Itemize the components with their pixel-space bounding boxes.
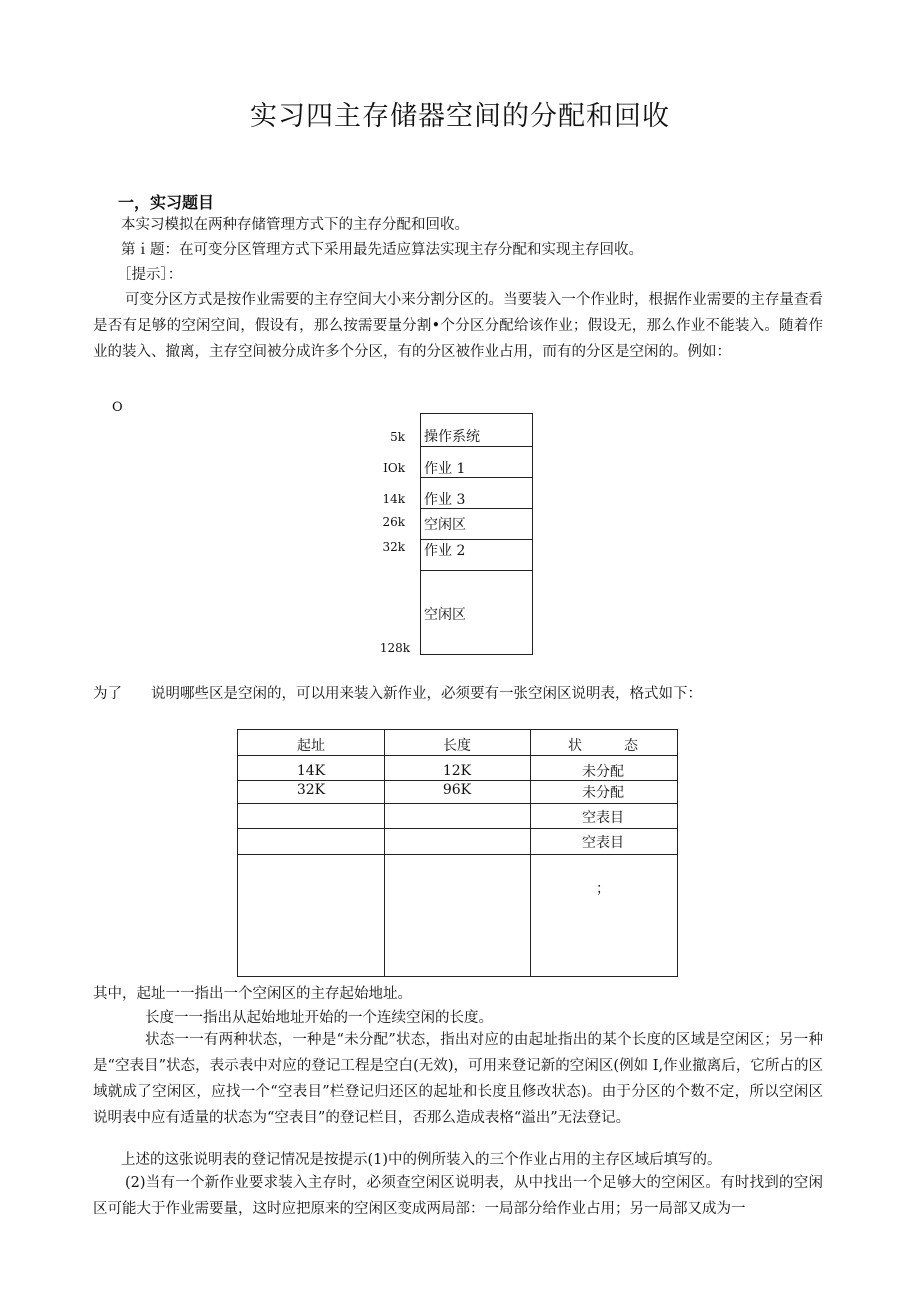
intro-line: 本实习模拟在两种存储管理方式下的主存分配和回收。: [121, 217, 469, 233]
status-paragraph: 状态一一有两种状态，一种是“未分配”状态，指出对应的由起址指出的某个长度的区域是空闲区；另一种是“空表目”状态，表示表中对应的登记工程是空白(无效)，可用来登记新的空闲区(例如 I,作业撤离后，它所占的区域就成了空闲区，应找一个“空表目”栏登记归还区的起址和长度且修改状态)。由于分区的个数不定，所以空闲区说明表中应有适量的状态为“空表目”的登记栏目，否那么造成表格“溢出”无法登记。: [93, 1032, 823, 1126]
memory-block: 空闲区: [424, 517, 466, 533]
memory-block: 作业 3: [424, 492, 466, 508]
diagram-origin-label: O: [112, 400, 123, 415]
memory-diagram: [420, 413, 533, 655]
table-header: 长度: [443, 738, 471, 754]
table-cell: 14K: [296, 763, 326, 779]
address-label: IOk: [383, 461, 405, 475]
table-cell: 未分配: [582, 785, 624, 801]
task-line: 第ｉ题：在可变分区管理方式下采用最先适应算法实现主存分配和实现主存回收。: [121, 242, 643, 258]
hint-label: ［提示］：: [117, 267, 183, 283]
hint-paragraph: 可变分区方式是按作业需要的主存空间大小来分割分区的。当要装入一个作业时，根据作业需要的主存量查看是否有足够的空闲空间，假设有，那么按需要量分割•个分区分配给该作业；假设无，那么作业不能装入。随着作业的装入、撤离，主存空间被分成许多个分区，有的分区被作业占用，而有的分区是空闲的。例如：: [93, 292, 823, 360]
address-label: 128k: [379, 641, 410, 655]
table-continuation-mark: ；: [596, 881, 610, 897]
address-label: 14k: [382, 492, 405, 506]
explain-line: 上述的这张说明表的登记情况是按提示(1)中的例所装入的三个作业占用的主存区域后填写的。: [121, 1152, 722, 1168]
address-label: 26k: [382, 515, 405, 529]
memory-block: 作业 1: [424, 461, 466, 477]
table-cell: 32K: [296, 782, 326, 798]
free-area-table: [237, 729, 678, 977]
table-cell: 12K: [442, 763, 472, 779]
section-heading: 一，实习题目: [118, 193, 215, 212]
memory-block: 操作系统: [424, 429, 480, 445]
table-cell: 未分配: [582, 764, 624, 780]
table-cell: 空表目: [582, 835, 624, 851]
table-cell: 空表目: [582, 810, 624, 826]
memory-block: 空闲区: [424, 607, 466, 623]
address-label: 5k: [390, 430, 405, 444]
table-cell: 96K: [442, 782, 472, 798]
memory-block: 作业 2: [424, 543, 466, 559]
page-title: 实习四主存储器空间的分配和回收: [250, 101, 670, 132]
table-intro-line: 为了 说明哪些区是空闲的，可以用来装入新作业，必须要有一张空闲区说明表，格式如下：: [93, 686, 702, 702]
explain-line: 其中，起址一一指出一个空闲区的主存起始地址。: [93, 986, 412, 1002]
table-header: 状 态: [568, 738, 638, 754]
explain-line: 长度一一指出从起始地址开始的一个连续空闲的长度。: [145, 1010, 493, 1026]
step2-paragraph: (2)当有一个新作业要求装入主存时，必须查空闲区说明表，从中找出一个足够大的空闲区。有时找到的空闲区可能大于作业需要量，这时应把原来的空闲区变成两局部：一局部分给作业占用；另一局部又成为一: [93, 1175, 823, 1217]
table-header: 起址: [297, 738, 325, 754]
address-label: 32k: [382, 540, 405, 554]
